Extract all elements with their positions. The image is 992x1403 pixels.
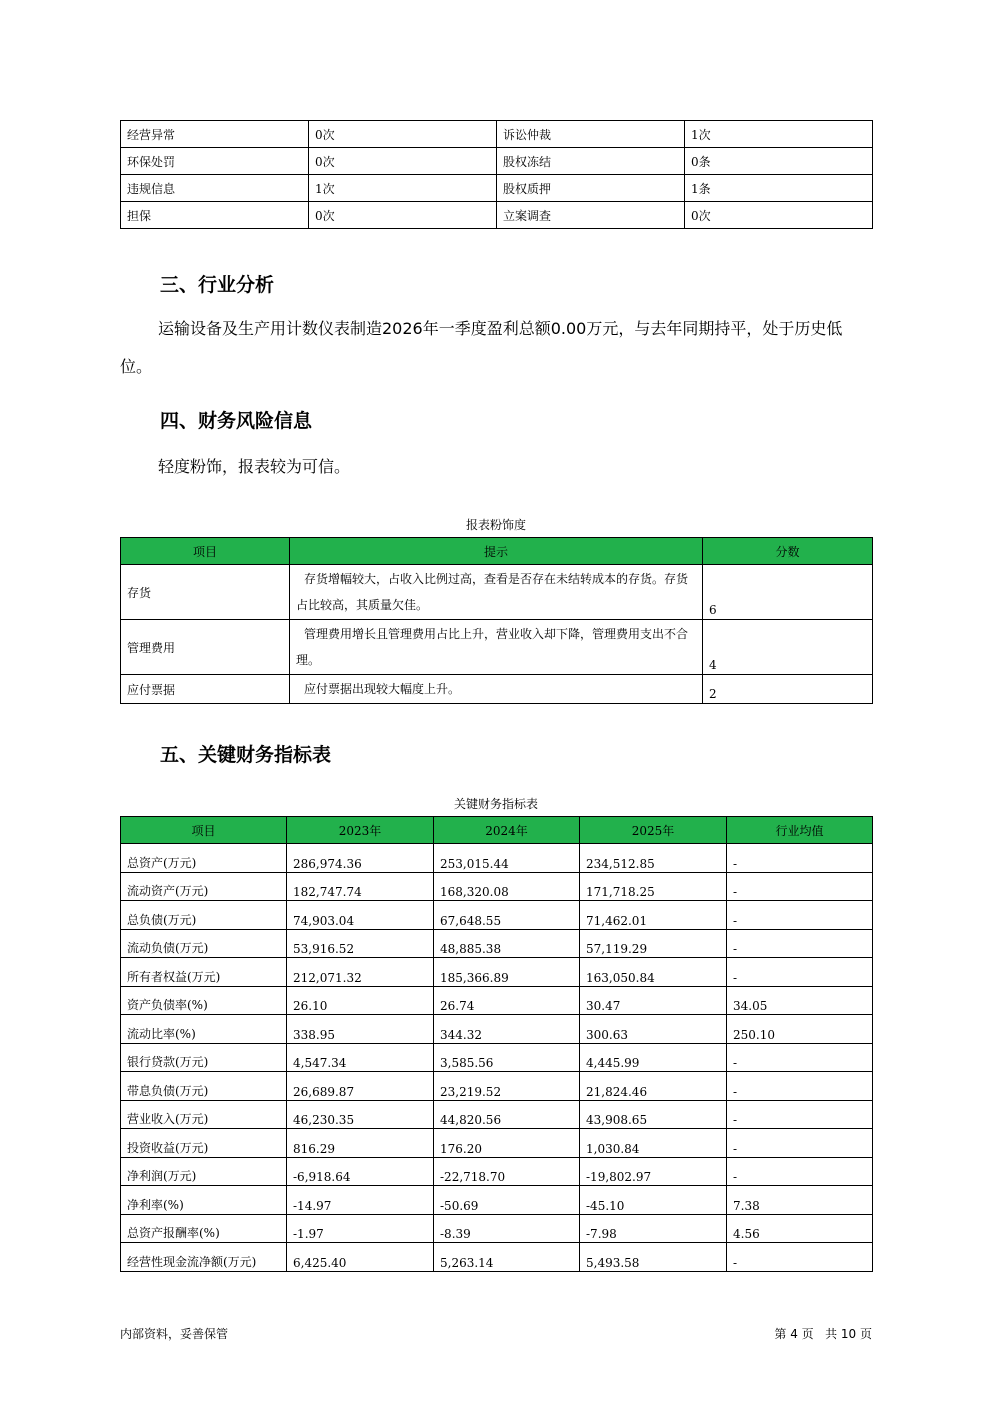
- kpi-item: 净利润(万元): [121, 1157, 287, 1186]
- table-row: [121, 986, 873, 1015]
- kpi-value: -: [727, 958, 873, 987]
- kpi-value: -: [727, 872, 873, 901]
- kpi-value: 4,547.34: [287, 1043, 434, 1072]
- table-row: [121, 901, 873, 930]
- table-row: [121, 1129, 873, 1158]
- whitewash-header-score: 分数: [703, 538, 873, 565]
- table-row: [121, 121, 873, 148]
- risk-cell-value2: 0条: [685, 148, 873, 175]
- kpi-value: 30.47: [580, 986, 727, 1015]
- table-row: [121, 1186, 873, 1215]
- kpi-header-2025: 2025年: [580, 817, 727, 844]
- kpi-header-item: 项目: [121, 817, 287, 844]
- risk-cell-value2: 1条: [685, 175, 873, 202]
- whitewash-tip: 存货增幅较大，占收入比例过高，查看是否存在未结转成本的存货。存货占比较高，其质量欠佳。: [290, 565, 703, 620]
- risk-cell-value1: 0次: [309, 121, 497, 148]
- kpi-item: 总负债(万元): [121, 901, 287, 930]
- kpi-value: 48,885.38: [434, 929, 580, 958]
- kpi-value: 168,320.08: [434, 872, 580, 901]
- kpi-value: 163,050.84: [580, 958, 727, 987]
- kpi-value: 7.38: [727, 1186, 873, 1215]
- section-3-heading: 三、行业分析: [160, 274, 275, 296]
- footer-page-number: 第 4 页 共 10 页: [774, 1327, 872, 1341]
- kpi-value: -14.97: [287, 1186, 434, 1215]
- risk-cell-label2: 股权质押: [497, 175, 685, 202]
- table-row: [121, 1214, 873, 1243]
- kpi-value: 250.10: [727, 1015, 873, 1044]
- kpi-value: 5,493.58: [580, 1243, 727, 1272]
- kpi-value: 344.32: [434, 1015, 580, 1044]
- risk-cell-value1: 1次: [309, 175, 497, 202]
- kpi-value: 4,445.99: [580, 1043, 727, 1072]
- kpi-value: 46,230.35: [287, 1100, 434, 1129]
- table-row: [121, 1243, 873, 1272]
- whitewash-score: 6: [703, 565, 873, 620]
- whitewash-score: 2: [703, 675, 873, 704]
- kpi-value: 1,030.84: [580, 1129, 727, 1158]
- kpi-item: 流动负债(万元): [121, 929, 287, 958]
- section-5-heading: 五、关键财务指标表: [160, 744, 332, 766]
- whitewash-table-caption: 报表粉饰度: [465, 518, 526, 532]
- whitewash-table: [120, 537, 873, 704]
- risk-cell-label1: 经营异常: [121, 121, 309, 148]
- section-4-heading: 四、财务风险信息: [160, 410, 313, 432]
- kpi-value: 171,718.25: [580, 872, 727, 901]
- kpi-value: 5,263.14: [434, 1243, 580, 1272]
- section-4-text: 轻度粉饰，报表较为可信。: [158, 457, 351, 476]
- kpi-value: 300.63: [580, 1015, 727, 1044]
- table-row: [121, 1043, 873, 1072]
- kpi-table-caption: 关键财务指标表: [453, 797, 538, 811]
- table-row: [121, 675, 873, 704]
- kpi-value: 26.74: [434, 986, 580, 1015]
- table-row: [121, 929, 873, 958]
- kpi-item: 资产负债率(%): [121, 986, 287, 1015]
- table-row: [121, 1015, 873, 1044]
- risk-cell-label1: 违规信息: [121, 175, 309, 202]
- section-3-text: 运输设备及生产用计数仪表制造2026年一季度盈利总额0.00万元，与去年同期持平，处于历史低位。: [120, 319, 843, 376]
- kpi-value: 182,747.74: [287, 872, 434, 901]
- risk-cell-value1: 0次: [309, 148, 497, 175]
- table-row: [121, 148, 873, 175]
- kpi-value: 6,425.40: [287, 1243, 434, 1272]
- kpi-value: 253,015.44: [434, 844, 580, 873]
- kpi-value: -: [727, 1157, 873, 1186]
- kpi-header-2024: 2024年: [434, 817, 580, 844]
- kpi-value: 185,366.89: [434, 958, 580, 987]
- kpi-value: 26,689.87: [287, 1072, 434, 1101]
- kpi-value: 53,916.52: [287, 929, 434, 958]
- kpi-value: 21,824.46: [580, 1072, 727, 1101]
- kpi-value: 212,071.32: [287, 958, 434, 987]
- whitewash-score: 4: [703, 620, 873, 675]
- kpi-item: 流动资产(万元): [121, 872, 287, 901]
- table-row: [121, 620, 873, 675]
- risk-cell-value1: 0次: [309, 202, 497, 229]
- kpi-value: 23,219.52: [434, 1072, 580, 1101]
- kpi-value: -8.39: [434, 1214, 580, 1243]
- kpi-value: -22,718.70: [434, 1157, 580, 1186]
- kpi-item: 净利率(%): [121, 1186, 287, 1215]
- kpi-value: -: [727, 1043, 873, 1072]
- risk-cell-label2: 立案调查: [497, 202, 685, 229]
- kpi-value: 338.95: [287, 1015, 434, 1044]
- kpi-value: 57,119.29: [580, 929, 727, 958]
- kpi-value: 71,462.01: [580, 901, 727, 930]
- kpi-value: 3,585.56: [434, 1043, 580, 1072]
- kpi-value: 44,820.56: [434, 1100, 580, 1129]
- kpi-item: 总资产报酬率(%): [121, 1214, 287, 1243]
- risk-cell-label1: 环保处罚: [121, 148, 309, 175]
- kpi-value: 234,512.85: [580, 844, 727, 873]
- kpi-table: [120, 816, 873, 1272]
- kpi-header-2023: 2023年: [287, 817, 434, 844]
- whitewash-tip: 管理费用增长且管理费用占比上升，营业收入却下降，管理费用支出不合理。: [290, 620, 703, 675]
- kpi-value: -45.10: [580, 1186, 727, 1215]
- risk-cell-label1: 担保: [121, 202, 309, 229]
- kpi-item: 银行贷款(万元): [121, 1043, 287, 1072]
- kpi-item: 带息负债(万元): [121, 1072, 287, 1101]
- kpi-value: 816.29: [287, 1129, 434, 1158]
- kpi-value: 176.20: [434, 1129, 580, 1158]
- footer-confidential: 内部资料，妥善保管: [120, 1327, 229, 1341]
- kpi-value: -: [727, 844, 873, 873]
- risk-cell-label2: 诉讼仲裁: [497, 121, 685, 148]
- kpi-value: 67,648.55: [434, 901, 580, 930]
- kpi-item: 流动比率(%): [121, 1015, 287, 1044]
- kpi-value: 43,908.65: [580, 1100, 727, 1129]
- table-row: [121, 565, 873, 620]
- risk-summary-table: [120, 120, 873, 229]
- whitewash-header-item: 项目: [121, 538, 290, 565]
- whitewash-item: 管理费用: [121, 620, 290, 675]
- kpi-item: 营业收入(万元): [121, 1100, 287, 1129]
- kpi-value: -: [727, 1100, 873, 1129]
- kpi-value: -1.97: [287, 1214, 434, 1243]
- kpi-value: -6,918.64: [287, 1157, 434, 1186]
- table-row: [121, 1100, 873, 1129]
- risk-cell-value2: 1次: [685, 121, 873, 148]
- kpi-value: -50.69: [434, 1186, 580, 1215]
- table-row: [121, 1072, 873, 1101]
- kpi-value: -: [727, 901, 873, 930]
- kpi-item: 投资收益(万元): [121, 1129, 287, 1158]
- whitewash-header-tip: 提示: [290, 538, 703, 565]
- table-row: [121, 202, 873, 229]
- kpi-item: 经营性现金流净额(万元): [121, 1243, 287, 1272]
- whitewash-item: 存货: [121, 565, 290, 620]
- table-row: [121, 844, 873, 873]
- kpi-value: 4.56: [727, 1214, 873, 1243]
- kpi-value: -7.98: [580, 1214, 727, 1243]
- kpi-value: 286,974.36: [287, 844, 434, 873]
- risk-cell-value2: 0次: [685, 202, 873, 229]
- whitewash-item: 应付票据: [121, 675, 290, 704]
- kpi-value: 74,903.04: [287, 901, 434, 930]
- table-row: [121, 1157, 873, 1186]
- kpi-value: 34.05: [727, 986, 873, 1015]
- kpi-item: 所有者权益(万元): [121, 958, 287, 987]
- table-row: [121, 175, 873, 202]
- kpi-value: -19,802.97: [580, 1157, 727, 1186]
- kpi-item: 总资产(万元): [121, 844, 287, 873]
- kpi-value: -: [727, 1243, 873, 1272]
- kpi-value: -: [727, 1129, 873, 1158]
- risk-cell-label2: 股权冻结: [497, 148, 685, 175]
- kpi-value: 26.10: [287, 986, 434, 1015]
- table-row: [121, 872, 873, 901]
- kpi-value: -: [727, 1072, 873, 1101]
- whitewash-tip: 应付票据出现较大幅度上升。: [290, 675, 703, 704]
- kpi-header-industry-avg: 行业均值: [727, 817, 873, 844]
- kpi-value: -: [727, 929, 873, 958]
- table-row: [121, 958, 873, 987]
